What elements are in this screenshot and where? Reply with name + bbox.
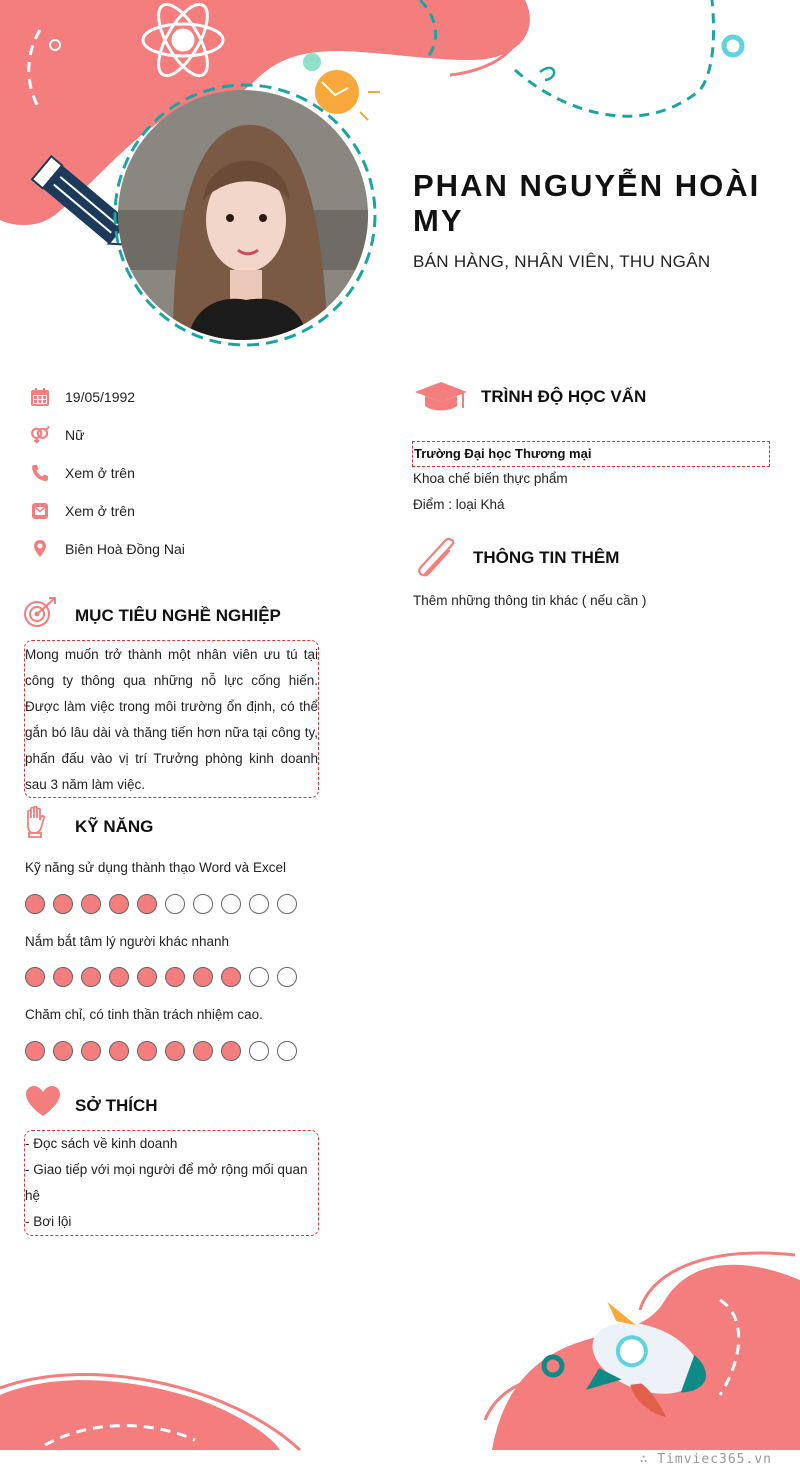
rating-dot-filled xyxy=(53,967,73,987)
avatar xyxy=(118,90,368,340)
skill-label: Chăm chỉ, có tinh thần trách nhiệm cao. xyxy=(25,1007,263,1022)
objective-box xyxy=(24,640,319,798)
skill-rating xyxy=(25,1041,297,1061)
hand-icon xyxy=(24,806,48,843)
hobby-item: - Bơi lội xyxy=(25,1214,72,1229)
skill-rating xyxy=(25,967,297,987)
hobby-item: - Đọc sách về kinh doanh xyxy=(25,1136,178,1151)
address-value: Biên Hoà Đồng Nai xyxy=(65,541,185,557)
phone-icon xyxy=(30,463,50,483)
rating-dot-filled xyxy=(193,1041,213,1061)
hobbies-title: SỞ THÍCH xyxy=(75,1096,158,1115)
extra-text: Thêm những thông tin khác ( nếu cần ) xyxy=(413,593,647,608)
contact-birthday xyxy=(30,385,136,409)
job-position: BÁN HÀNG, NHÂN VIÊN, THU NGÂN xyxy=(413,252,711,271)
rating-dot-empty xyxy=(249,967,269,987)
hobbies-box xyxy=(24,1130,319,1236)
email-value: Xem ở trên xyxy=(65,503,135,519)
rating-dot-filled xyxy=(81,894,101,914)
skills-title: KỸ NĂNG xyxy=(75,817,154,836)
rating-dot-filled xyxy=(53,1041,73,1061)
education-major: Khoa chế biến thực phẩm xyxy=(413,471,568,486)
rating-dot-filled xyxy=(221,967,241,987)
rating-dot-filled xyxy=(193,967,213,987)
rating-dot-empty xyxy=(165,894,185,914)
contact-email xyxy=(30,499,135,523)
contact-gender xyxy=(30,423,85,447)
bulb-icon xyxy=(303,53,380,120)
education-grade: Điểm : loại Khá xyxy=(413,497,505,512)
hobby-item: - Giao tiếp với mọi người để mở rộng mối quan hệ xyxy=(25,1162,308,1203)
rating-dot-filled xyxy=(81,1041,101,1061)
rating-dot-filled xyxy=(109,967,129,987)
rating-dot-empty xyxy=(249,1041,269,1061)
rating-dot-empty xyxy=(193,894,213,914)
email-icon xyxy=(30,501,50,521)
gender-icon xyxy=(30,425,50,445)
paperclip-icon xyxy=(415,538,459,583)
skill-label: Kỹ năng sử dụng thành thạo Word và Excel xyxy=(25,860,286,875)
rating-dot-empty xyxy=(221,894,241,914)
skill-label: Nắm bắt tâm lý người khác nhanh xyxy=(25,934,229,949)
objective-title: MỤC TIÊU NGHỀ NGHIỆP xyxy=(75,606,281,625)
rating-dot-filled xyxy=(53,894,73,914)
rating-dot-filled xyxy=(137,894,157,914)
rating-dot-filled xyxy=(25,1041,45,1061)
rating-dot-filled xyxy=(25,894,45,914)
calendar-icon xyxy=(30,387,50,407)
rating-dot-filled xyxy=(25,967,45,987)
education-school: Trường Đại học Thương mại xyxy=(412,441,770,467)
birthday-value: 19/05/1992 xyxy=(65,389,136,405)
rating-dot-filled xyxy=(137,967,157,987)
candidate-name: PHAN NGUYỄN HOÀI MY xyxy=(413,168,761,238)
footer-decoration xyxy=(0,1240,800,1476)
rating-dot-filled xyxy=(137,1041,157,1061)
rating-dot-empty xyxy=(277,967,297,987)
heart-icon xyxy=(24,1084,62,1123)
location-icon xyxy=(30,539,50,559)
rating-dot-filled xyxy=(109,894,129,914)
rating-dot-empty xyxy=(249,894,269,914)
rating-dot-empty xyxy=(277,894,297,914)
contact-phone xyxy=(30,461,135,485)
skill-rating xyxy=(25,894,297,914)
extra-title: THÔNG TIN THÊM xyxy=(473,548,620,567)
rating-dot-filled xyxy=(81,967,101,987)
watermark: ∴ Timviec365.vn xyxy=(639,1452,772,1467)
phone-value: Xem ở trên xyxy=(65,465,135,481)
gender-value: Nữ xyxy=(65,427,85,443)
contact-address xyxy=(30,537,185,561)
rating-dot-empty xyxy=(277,1041,297,1061)
rating-dot-filled xyxy=(165,1041,185,1061)
education-title: TRÌNH ĐỘ HỌC VẤN xyxy=(481,387,647,406)
rating-dot-filled xyxy=(109,1041,129,1061)
rating-dot-filled xyxy=(165,967,185,987)
rating-dot-filled xyxy=(221,1041,241,1061)
objective-text: Mong muốn trở thành một nhân viên ưu tú tại công ty thông qua những nỗ lực cống hiến. Được làm việc trong môi trường ổn định, có thể gắn bó lâu dài và thăng tiến hơn nữa tại công ty, phấn đấu vào vị trí Trưởng phòng kinh doanh sau 3 năm làm việc. xyxy=(25,647,318,792)
graduation-cap-icon xyxy=(413,378,469,419)
target-icon xyxy=(23,596,59,633)
